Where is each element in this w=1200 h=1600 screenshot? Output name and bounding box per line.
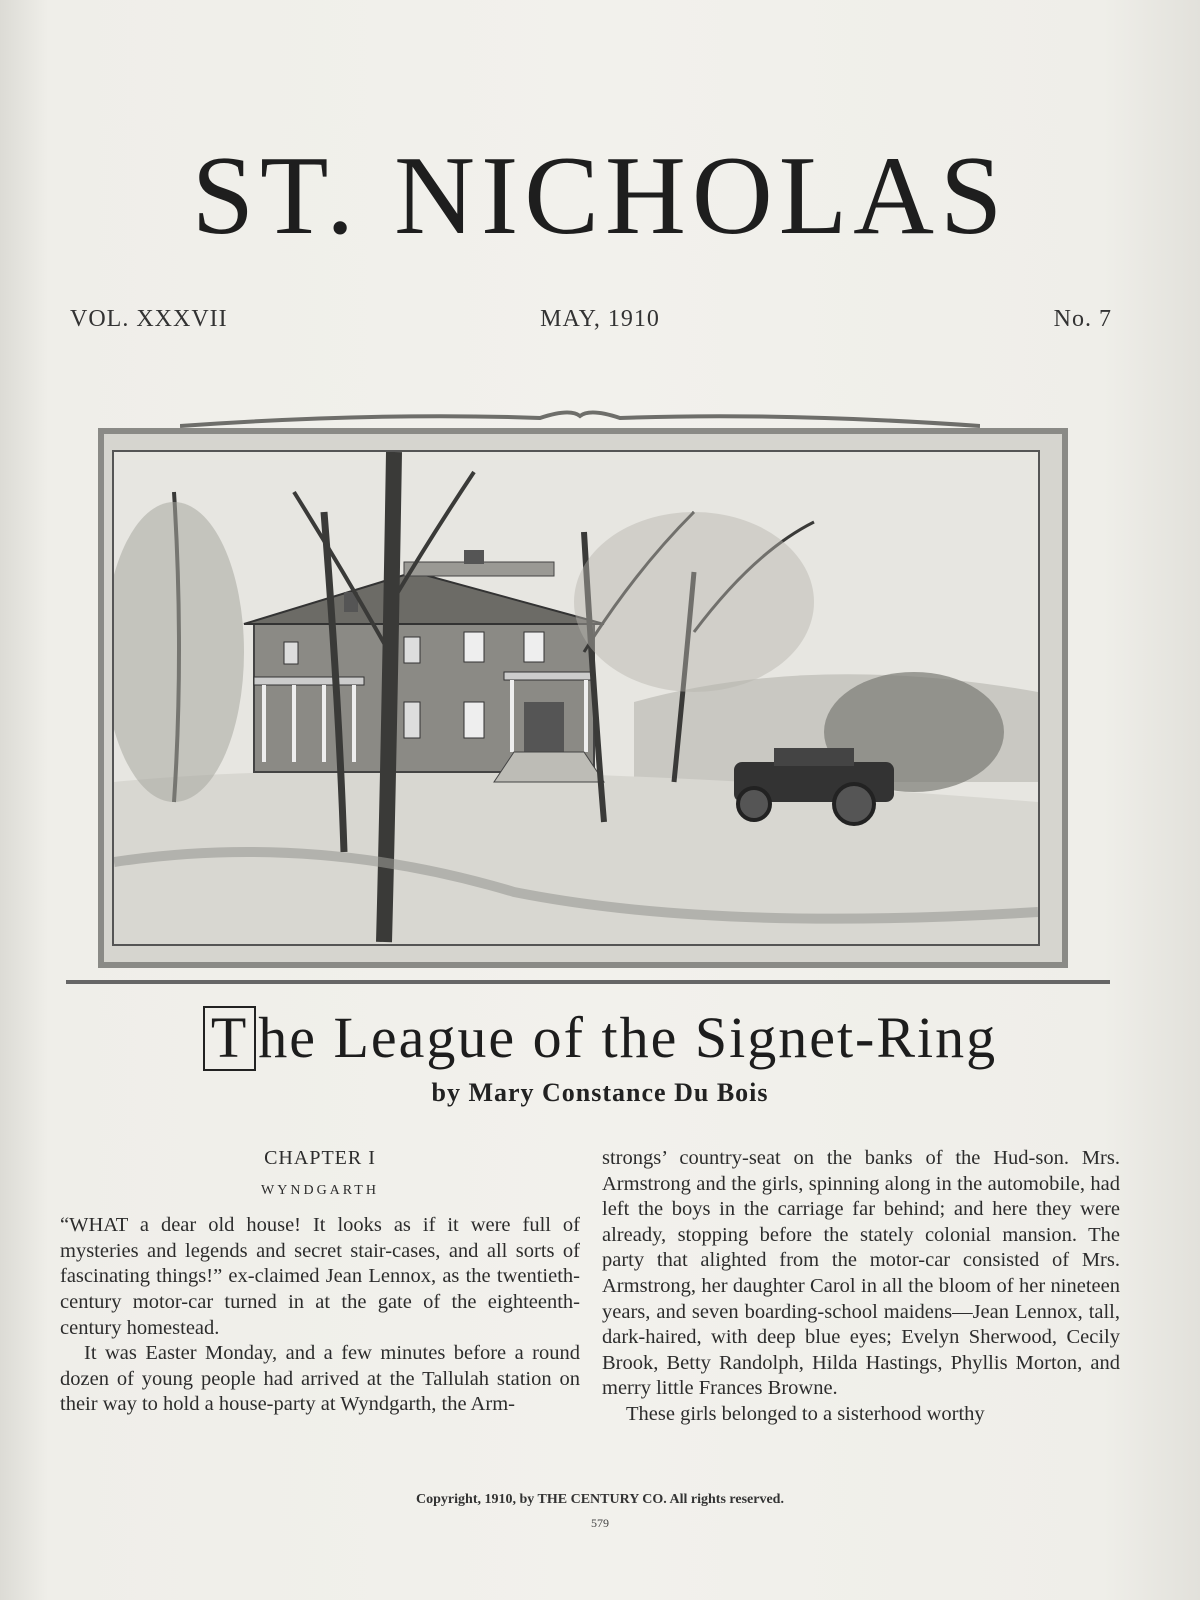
house-illustration [112, 450, 1040, 946]
text-column-right [602, 1146, 1120, 1428]
paragraph: It was Easter Monday, and a few minutes before a round dozen of young people had arrived at the Tallulah station on their way to hold a house-party at Wyndgarth, the Arm- [60, 1342, 580, 1416]
volume-label: VOL. XXXVII [70, 306, 228, 332]
issue-number: No. 7 [1053, 306, 1112, 332]
chapter-heading: CHAPTER I [264, 1147, 376, 1169]
paragraph: strongs’ country-seat on the banks of the Hud-son. Mrs. Armstrong and the girls, spinning along in the automobile, had left the boys in the carriage far behind; and here they were already, stopping before the stately colonial mansion. The party that alighted from the motor-car consisted of Mrs. Armstrong, her daughter Carol in all the bloom of her nineteen years, and seven boarding-school maidens—Jean Lennox, tall, dark-haired, with deep blue eyes; Evelyn Sherwood, Cecily Brook, Betty Randolph, Hilda Hastings, Phyllis Morton, and merry little Frances Browne. [602, 1147, 1120, 1400]
text-column-left [60, 1146, 580, 1418]
frame-base-rule [66, 980, 1110, 984]
illustration-frame [88, 404, 1088, 984]
article-title [0, 1004, 1200, 1071]
masthead-title: ST. NICHOLAS [191, 134, 1009, 258]
issue-date: MAY, 1910 [540, 306, 660, 332]
paragraph: “WHAT a dear old house! It looks as if it were full of mysteries and legends and secret stair-cases, and all sorts of fascinating things!” ex-claimed Jean Lennox, as the twentieth-century motor-car turned in at the gate of the eighteenth-century homestead. [60, 1214, 580, 1339]
chapter-title: WYNDGARTH [261, 1182, 379, 1198]
frame-crest-ornament [180, 406, 980, 428]
copyright-notice: Copyright, 1910, by THE CENTURY CO. All rights reserved. [416, 1492, 784, 1507]
colonial-mansion-drawing [114, 452, 1038, 944]
byline: by Mary Constance Du Bois [431, 1078, 769, 1107]
page-number: 579 [591, 1516, 609, 1530]
title-initial: T [203, 1006, 256, 1071]
title-text: he League of the Signet-Ring [258, 1005, 998, 1070]
paragraph: These girls belonged to a sisterhood worthy [626, 1402, 985, 1425]
